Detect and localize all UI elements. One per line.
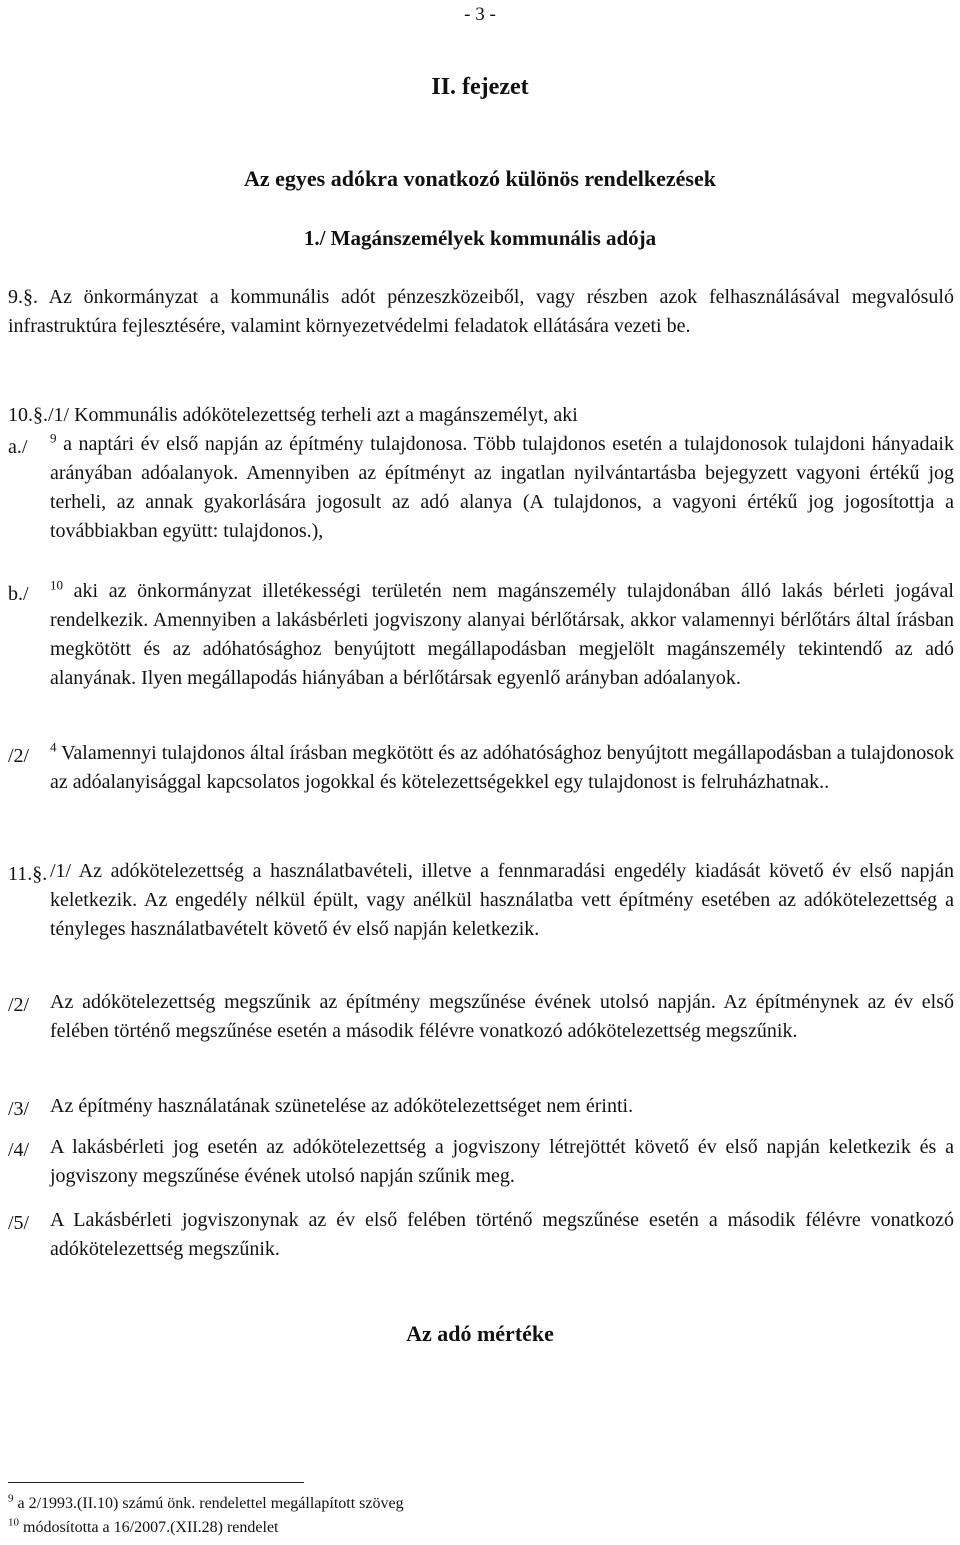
item-text-11-4: A lakásbérleti jog esetén az adókötelezettség a jogviszony létrejöttét követő év első napján keletkezik és a jogviszony megszűnése évének utolsó napján szűnik meg. bbox=[50, 1136, 954, 1187]
item-text-11-1: /1/ Az adókötelezettség a használatbavételi, illetve a fennmaradási engedély kiadását követő év első napján keletkezik. Az engedély nélkül épült, vagy anélkül használatba vett építmény esetében az adókötelezettség a tényleges használatbavételt követő év első napján keletkezik. bbox=[50, 860, 954, 940]
item-label-a: a./ bbox=[8, 436, 28, 458]
paragraph-10-intro: 10.§./1/ Kommunális adókötelezettség terheli azt a magánszemélyt, aki bbox=[8, 404, 578, 426]
footnote-ref-10: 10 bbox=[50, 577, 63, 593]
page-number: - 3 - bbox=[464, 4, 496, 25]
paragraph-11-5 bbox=[8, 1206, 954, 1264]
item-label-11-5: /5/ bbox=[8, 1212, 30, 1234]
chapter-title: II. fejezet bbox=[431, 74, 529, 100]
footnote-text: módosította a 16/2007.(XII.28) rendelet bbox=[23, 1519, 279, 1536]
paragraph-11-3 bbox=[8, 1092, 954, 1121]
footnote-number: 10 bbox=[8, 1516, 19, 1529]
paragraph-9: 9.§. Az önkormányzat a kommunális adót pénzeszközeiből, vagy részben azok felhasználásával megvalósuló infrastruktúra fejlesztésére, valamint környezetvédelmi feladatok ellátására vezeti be. bbox=[8, 286, 954, 337]
paragraph-10-a bbox=[8, 430, 954, 546]
paragraph-11-1 bbox=[8, 857, 954, 944]
paragraph-11-2 bbox=[8, 988, 954, 1046]
footnote-9 bbox=[8, 1494, 404, 1514]
item-text-a: a naptári év első napján az építmény tulajdonosa. Több tulajdonos esetén a tulajdonosok tulajdoni hányadaik arányában adóalanyok. Amennyiben az építményt az ingatlan nyilvántartásba bejegyzett vagyoni értékű jog terheli, az annak gyakorlására jogosult az adó alanya (A tulajdonos, a vagyoni értékű jog jogosítottja a továbbiakban együtt: tulajdonos.), bbox=[50, 433, 954, 542]
item-label-b: b./ bbox=[8, 583, 29, 605]
item-text-10-2: Valamennyi tulajdonos által írásban megkötött és az adóhatósághoz benyújtott megállapodásban a tulajdonosok az adóalanyisággal kapcsolatos jogokkal és kötelezettségekkel egy tulajdonost is felruházhatnak.. bbox=[50, 742, 954, 793]
footnote-divider bbox=[8, 1482, 304, 1483]
item-label-11-3: /3/ bbox=[8, 1098, 30, 1120]
footnote-ref-4: 4 bbox=[50, 739, 57, 755]
item-text-b: aki az önkormányzat illetékességi területén nem magánszemély tulajdonában álló lakás bérleti jogával rendelkezik. Amennyiben a lakásbérleti jogviszony alanyai bérlőtársak, akkor valamennyi bérlőtárs által írásban megkötött és az adóhatósághoz benyújtott megállapodásban megjelölt magánszemély tekintendő az adó alanyának. Ilyen megállapodás hiányában a bérlőtársak egyenlő arányban adóalanyok. bbox=[50, 580, 954, 689]
paragraph-10-b bbox=[8, 577, 954, 693]
item-text-11-2: Az adókötelezettség megszűnik az építmény megszűnése évének utolsó napján. Az építménynek az év első felében történő megszűnése esetén a második félévre vonatkozó adókötelezettség megszűnik. bbox=[50, 991, 954, 1042]
item-label-11-2: /2/ bbox=[8, 994, 30, 1016]
section-title: Az egyes adókra vonatkozó különös rendelkezések bbox=[244, 166, 716, 191]
item-label-10-2: /2/ bbox=[8, 745, 30, 767]
footnote-text: a 2/1993.(II.10) számú önk. rendelettel megállapított szöveg bbox=[17, 1495, 404, 1512]
footnote-number: 9 bbox=[8, 1492, 14, 1505]
item-label-11-4: /4/ bbox=[8, 1139, 30, 1161]
item-label-11: 11.§. bbox=[8, 863, 48, 885]
subsection-title: 1./ Magánszemélyek kommunális adója bbox=[303, 226, 657, 250]
paragraph-10-2 bbox=[8, 739, 954, 797]
footnote-ref-9: 9 bbox=[50, 430, 57, 446]
item-text-11-5: A Lakásbérleti jogviszonynak az év első felében történő megszűnése esetén a második félévre vonatkozó adókötelezettség megszűnik. bbox=[50, 1209, 954, 1260]
paragraph-11-4 bbox=[8, 1133, 954, 1191]
item-text-11-3: Az építmény használatának szünetelése az adókötelezettséget nem érinti. bbox=[50, 1095, 634, 1117]
rate-heading: Az adó mértéke bbox=[406, 1321, 554, 1346]
footnote-10 bbox=[8, 1518, 279, 1538]
